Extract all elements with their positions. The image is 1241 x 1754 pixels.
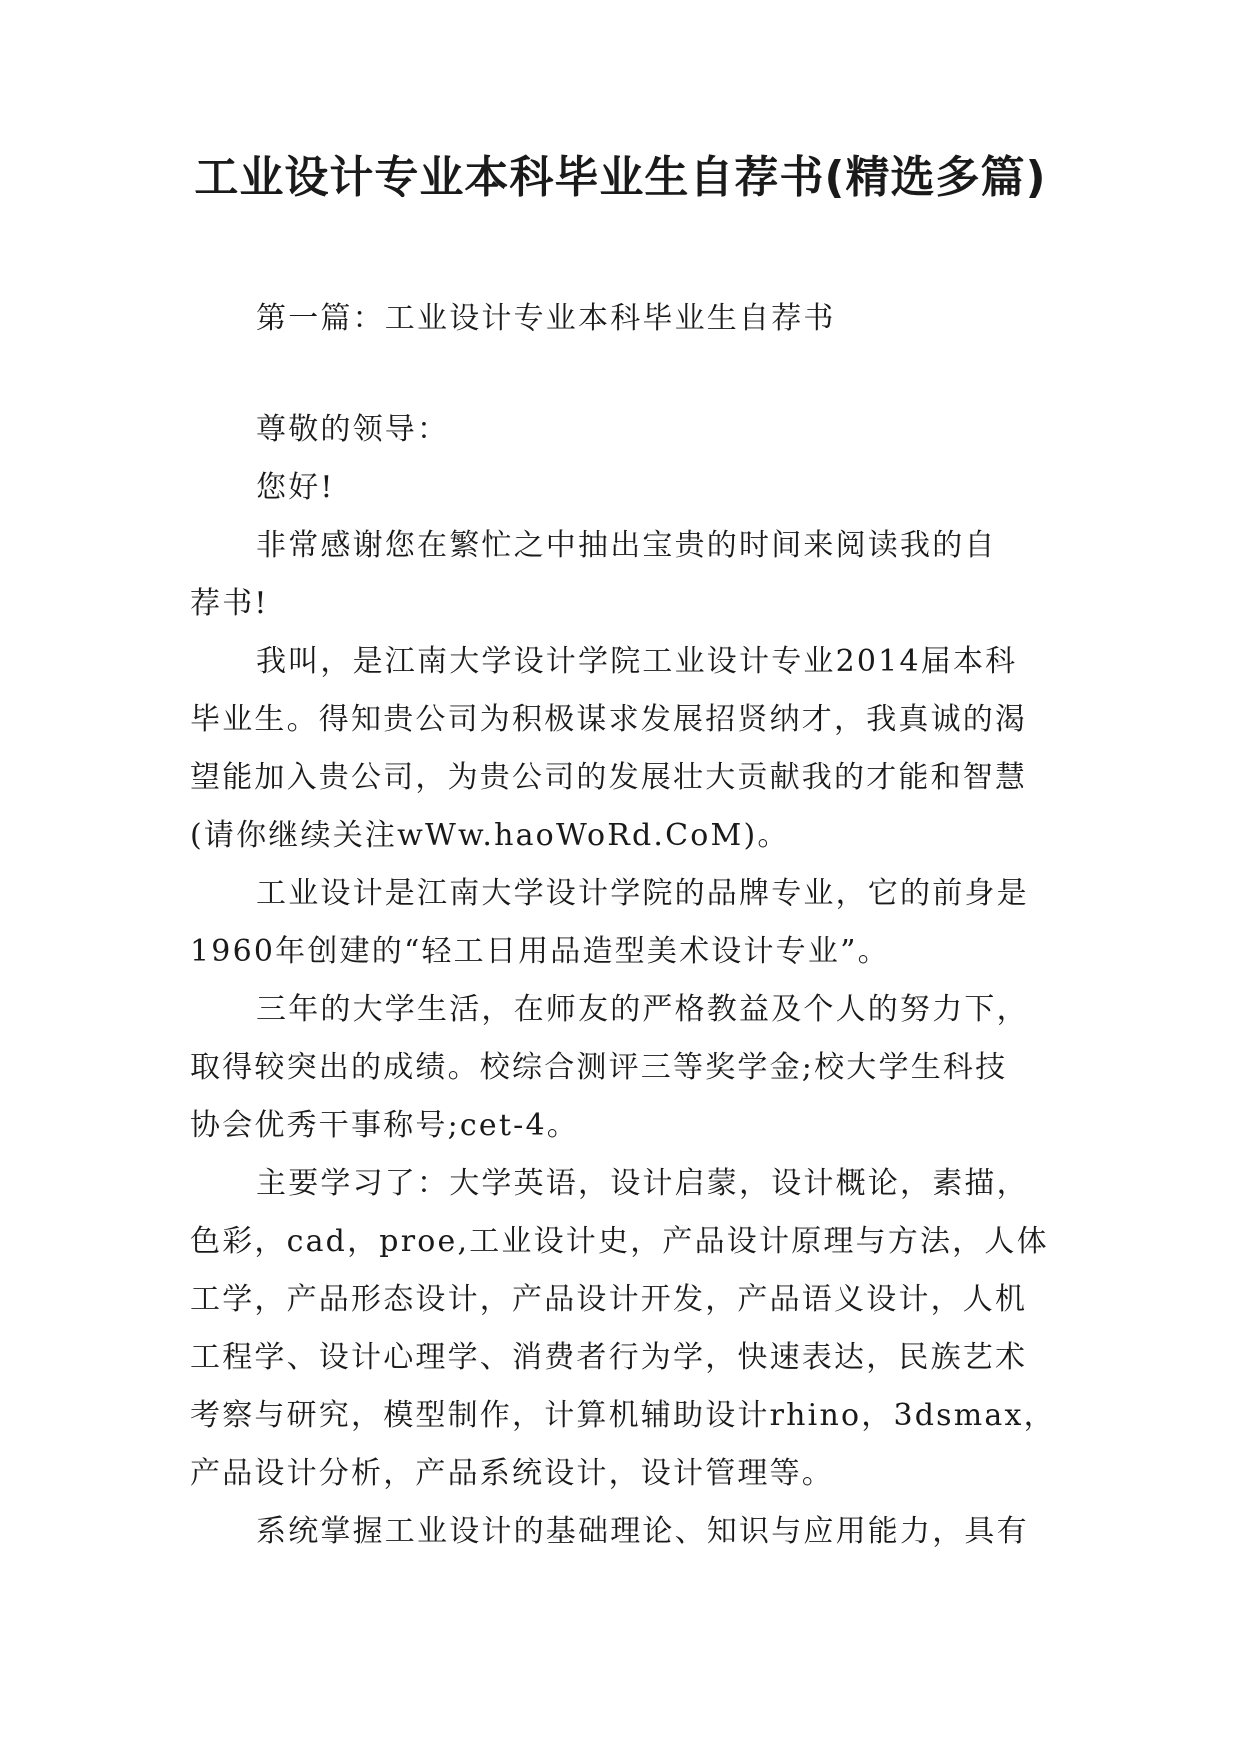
text-line: 取得较突出的成绩。校综合测评三等奖学金;校大学生科技: [190, 1050, 1008, 1085]
text-line: 您好!: [256, 470, 335, 505]
text-line: 产品设计分析，产品系统设计，设计管理等。: [190, 1456, 834, 1491]
text-line: 工业设计是江南大学设计学院的品牌专业，它的前身是: [256, 876, 1029, 911]
text-line: 工学，产品形态设计，产品设计开发，产品语义设计，人机: [190, 1282, 1028, 1317]
text-line: 主要学习了：大学英语，设计启蒙，设计概论，素描，: [256, 1166, 1029, 1201]
text-line: 色彩，cad，proe,工业设计史，产品设计原理与方法，人体: [190, 1224, 1049, 1259]
text-line: 望能加入贵公司，为贵公司的发展壮大贡献我的才能和智慧: [190, 760, 1028, 795]
text-line: 考察与研究，模型制作，计算机辅助设计rhino，3dsmax，: [190, 1398, 1056, 1433]
section-heading: 第一篇：工业设计专业本科毕业生自荐书: [256, 301, 836, 336]
section-heading-block: [190, 290, 1056, 348]
letter-body: [190, 401, 1056, 1561]
text-line: 三年的大学生活，在师友的严格教益及个人的努力下，: [256, 992, 1029, 1027]
text-line: 荐书!: [190, 586, 269, 621]
text-line: 协会优秀干事称号;cet-4。: [190, 1108, 579, 1143]
text-line: 非常感谢您在繁忙之中抽出宝贵的时间来阅读我的自: [256, 528, 997, 563]
text-line: 我叫，是江南大学设计学院工业设计专业2014届本科: [256, 644, 1018, 679]
text-line: 工程学、设计心理学、消费者行为学，快速表达，民族艺术: [190, 1340, 1028, 1375]
text-line: (请你继续关注wWw.haoWoRd.CoM)。: [190, 818, 790, 853]
document-title: 工业设计专业本科毕业生自荐书(精选多篇): [194, 152, 1047, 203]
text-line: 1960年创建的“轻工日用品造型美术设计专业”。: [190, 934, 890, 969]
text-line: 系统掌握工业设计的基础理论、知识与应用能力，具有: [256, 1514, 1029, 1549]
text-line: 毕业生。得知贵公司为积极谋求发展招贤纳才，我真诚的渴: [190, 702, 1028, 737]
text-line: 尊敬的领导：: [256, 412, 450, 447]
